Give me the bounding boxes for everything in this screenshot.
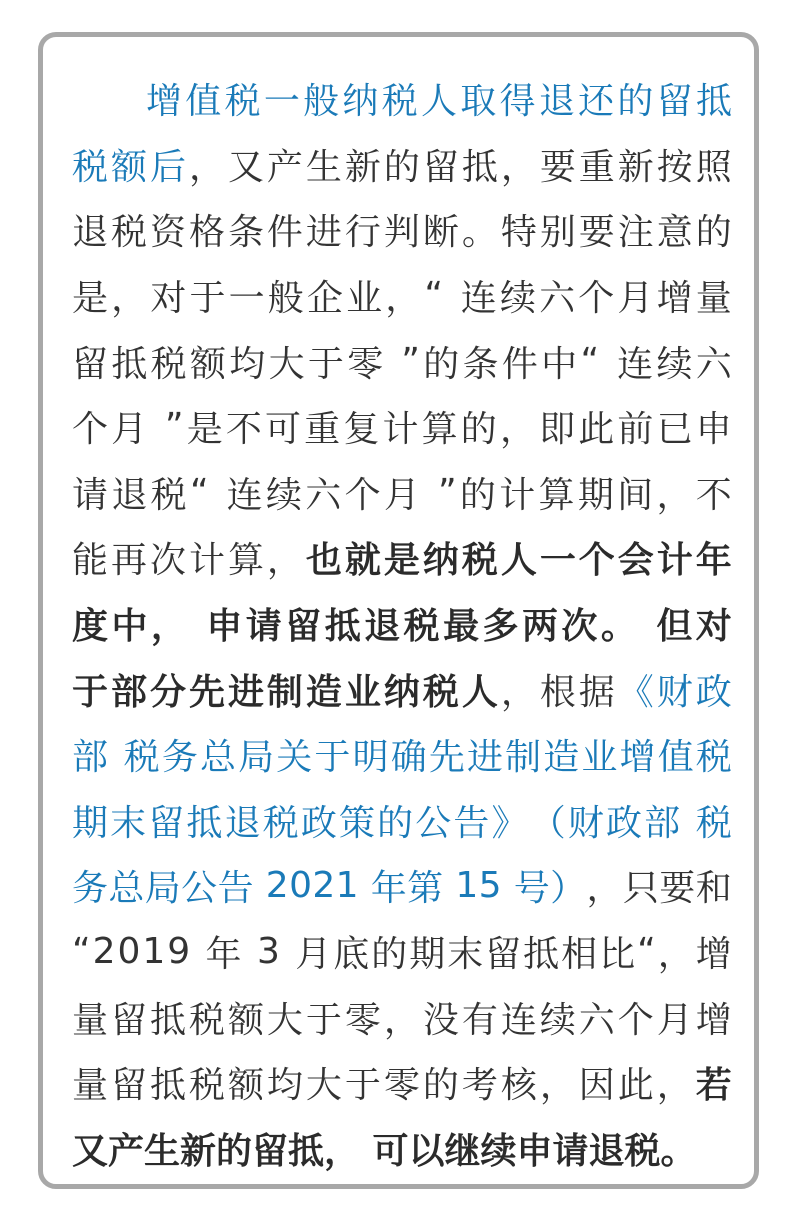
body-paragraph xyxy=(72,66,732,1181)
text-line: 量 留 抵 税 额 大 于 零 ， 没 有 连 续 六 个 月 增 xyxy=(72,999,732,1041)
text-line: 量 留 抵 税 额 均 大 于 零 的 考 核 ， 因 此 ， 若 xyxy=(72,1065,732,1107)
text-line: 留 抵 税 额 均 大 于 零 ” 的 条 件 中 “ 连 续 六 xyxy=(72,340,732,385)
text-line: 增 值 税 一 般 纳 税 人 取 得 退 还 的 留 抵 xyxy=(146,81,732,123)
text-line: 度 中 ， 申 请 留 抵 退 税 最 多 两 次 。 但 对 xyxy=(72,606,732,648)
text-line: 退 税 资 格 条 件 进 行 判 断 。 特 别 要 注 意 的 xyxy=(72,212,732,254)
text-line: 又产生新的留抵， 可以继续申请退税。 xyxy=(72,1130,697,1172)
text-line: 是 ， 对 于 一 般 企 业 ， “ 连 续 六 个 月 增 量 xyxy=(72,275,732,320)
text-line: 于 部 分 先 进 制 造 业 纳 税 人 ， 根 据 《 财 政 xyxy=(72,671,732,713)
text-line: 务 总 局 公 告 2 0 2 1 年 第 1 5 号 ） ， 只 要 和 xyxy=(72,865,732,910)
text-line: “ 2 0 1 9 年 3 月 底 的 期 末 留 抵 相 比 “ ， 增 xyxy=(72,931,732,976)
text-line: 能 再 次 计 算 ， 也 就 是 纳 税 人 一 个 会 计 年 xyxy=(72,540,732,582)
text-line: 期 末 留 抵 退 税 政 策 的 公 告 》 （ 财 政 部 税 xyxy=(72,802,732,844)
text-line: 税 额 后 ， 又 产 生 新 的 留 抵 ， 要 重 新 按 照 xyxy=(72,146,732,188)
text-line: 请 退 税 “ 连 续 六 个 月 ” 的 计 算 期 间 ， 不 xyxy=(72,471,732,516)
text-line: 部 税 务 总 局 关 于 明 确 先 进 制 造 业 增 值 税 xyxy=(72,737,732,779)
text-line: 个 月 ” 是 不 可 重 复 计 算 的 ， 即 此 前 已 申 xyxy=(72,406,732,451)
